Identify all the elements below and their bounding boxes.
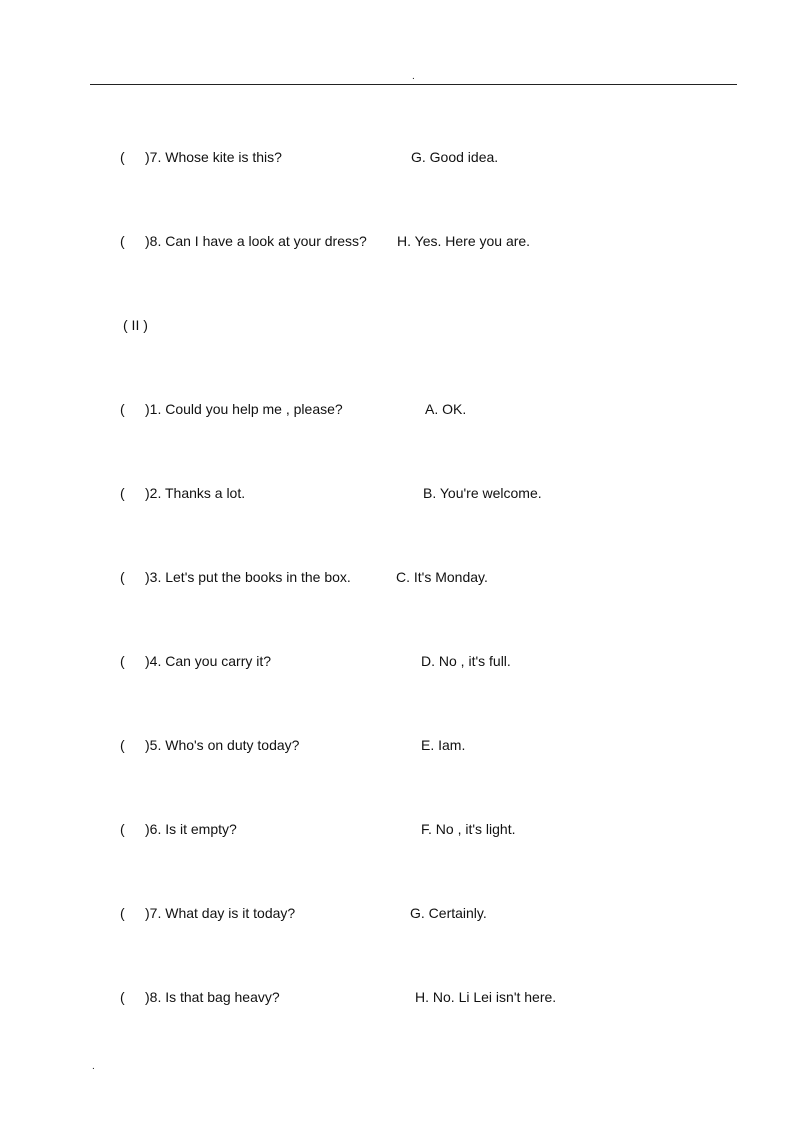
answer-paren[interactable]: ( (120, 401, 125, 417)
answer-paren[interactable]: ( (120, 485, 125, 501)
question-text: )1. Could you help me , please? (145, 401, 343, 417)
question-text: )3. Let's put the books in the box. (145, 569, 351, 585)
answer-option: A. OK. (425, 401, 467, 417)
answer-paren[interactable]: ( (120, 905, 125, 921)
answer-paren[interactable]: ( (120, 653, 125, 669)
question-text: )4. Can you carry it? (145, 653, 272, 669)
answer-option: H. Yes. Here you are. (397, 233, 531, 249)
answer-paren[interactable]: ( (120, 569, 125, 585)
answer-option: H. No. Li Lei isn't here. (415, 989, 557, 1005)
question-text: )2. Thanks a lot. (145, 485, 246, 501)
answer-option: D. No , it's full. (421, 653, 511, 669)
question-text: )8. Is that bag heavy? (145, 989, 280, 1005)
answer-option: E. Iam. (421, 737, 466, 753)
question-text: )7. Whose kite is this? (145, 149, 282, 165)
question-text: )8. Can I have a look at your dress? (145, 233, 367, 249)
answer-paren[interactable]: ( (120, 737, 125, 753)
answer-paren[interactable]: ( (120, 233, 125, 249)
section-heading: ( II ) (123, 317, 148, 333)
answer-option: G. Good idea. (411, 149, 499, 165)
footer-dot: . (92, 1061, 95, 1072)
answer-option: B. You're welcome. (423, 485, 542, 501)
answer-paren[interactable]: ( (120, 989, 125, 1005)
answer-option: C. It's Monday. (396, 569, 488, 585)
question-text: )5. Who's on duty today? (145, 737, 300, 753)
question-text: )6. Is it empty? (145, 821, 237, 837)
answer-paren[interactable]: ( (120, 149, 125, 165)
answer-paren[interactable]: ( (120, 821, 125, 837)
header-dot: . (412, 71, 415, 82)
answer-option: F. No , it's light. (421, 821, 516, 837)
question-text: )7. What day is it today? (145, 905, 296, 921)
header-rule (90, 84, 737, 85)
answer-option: G. Certainly. (410, 905, 487, 921)
